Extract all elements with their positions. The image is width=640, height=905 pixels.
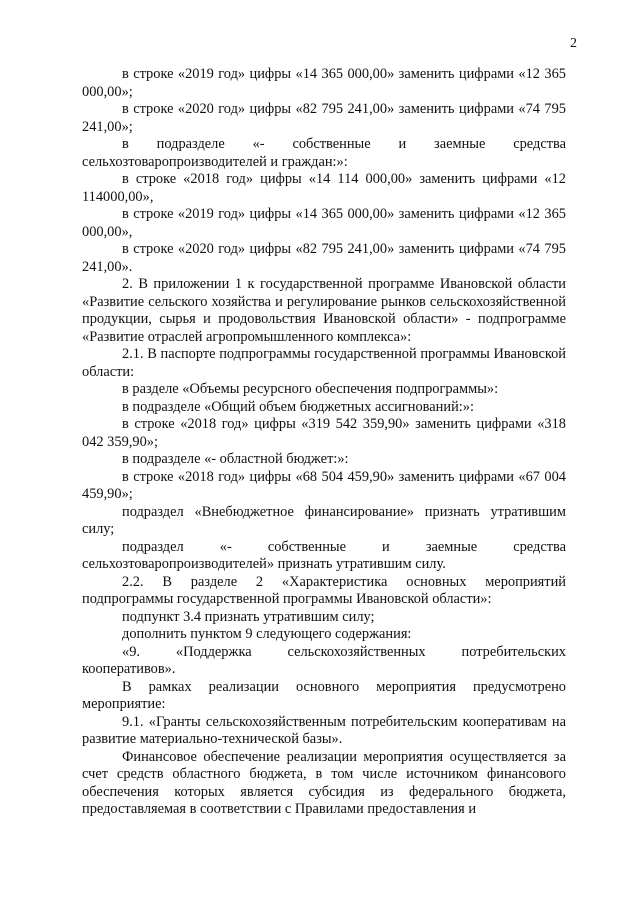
paragraph: подраздел «Внебюджетное финансирование» признать утратившим силу;	[82, 503, 566, 537]
paragraph: в строке «2018 год» цифры «68 504 459,90» заменить цифрами «67 004 459,90»;	[82, 468, 566, 502]
paragraph: Финансовое обеспечение реализации мероприятия осуществляется за счет средств областного бюджета, в том числе источником финансового обеспечения которых является субсидия из федерального бюджета, предоставляемая в соответствии с Правилами предоставления и	[82, 748, 566, 817]
paragraph: в строке «2020 год» цифры «82 795 241,00» заменить цифрами «74 795 241,00»;	[82, 101, 566, 135]
paragraph: в подразделе «Общий объем бюджетных ассигнований:»:	[122, 398, 474, 415]
paragraph: «9. «Поддержка сельскохозяйственных потребительских кооперативов».	[82, 643, 566, 677]
paragraph: в строке «2019 год» цифры «14 365 000,00» заменить цифрами «12 365 000,00»;	[82, 66, 566, 100]
paragraph: в разделе «Объемы ресурсного обеспечения подпрограммы»:	[122, 381, 499, 397]
document-body	[82, 66, 566, 819]
paragraph: в строке «2020 год» цифры «82 795 241,00» заменить цифрами «74 795 241,00».	[82, 241, 566, 275]
paragraph: в строке «2018 год» цифры «14 114 000,00» заменить цифрами «12 114000,00»,	[82, 171, 566, 205]
paragraph: 2. В приложении 1 к государственной программе Ивановской области «Развитие сельского хозяйства и регулирование рынков сельскохозяйственной продукции, сырья и продовольствия Ивановской области» - подпрограмме «Развитие отраслей агропромышленного комплекса»:	[82, 276, 566, 345]
paragraph: дополнить пунктом 9 следующего содержания:	[122, 626, 412, 642]
paragraph: В рамках реализации основного мероприятия предусмотрено мероприятие:	[82, 678, 566, 712]
paragraph: подраздел «- собственные и заемные средства сельхозтоваропроизводителей» признать утратившим силу.	[82, 538, 566, 572]
paragraph: в строке «2019 год» цифры «14 365 000,00» заменить цифрами «12 365 000,00»,	[82, 206, 566, 240]
paragraph: 9.1. «Гранты сельскохозяйственным потребительским кооперативам на развитие материально-технической базы».	[82, 713, 566, 747]
paragraph: в подразделе «- собственные и заемные средства сельхозтоваропроизводителей и граждан:»:	[82, 136, 566, 170]
paragraph: в подразделе «- областной бюджет:»:	[122, 451, 349, 467]
paragraph: 2.1. В паспорте подпрограммы государственной программы Ивановской области:	[82, 346, 566, 380]
paragraph: подпункт 3.4 признать утратившим силу;	[122, 608, 375, 625]
paragraph: в строке «2018 год» цифры «319 542 359,90» заменить цифрами «318 042 359,90»;	[82, 416, 566, 450]
paragraph: 2.2. В разделе 2 «Характеристика основных мероприятий подпрограммы государственной программы Ивановской области»:	[82, 573, 566, 607]
page-number: 2	[570, 36, 577, 51]
